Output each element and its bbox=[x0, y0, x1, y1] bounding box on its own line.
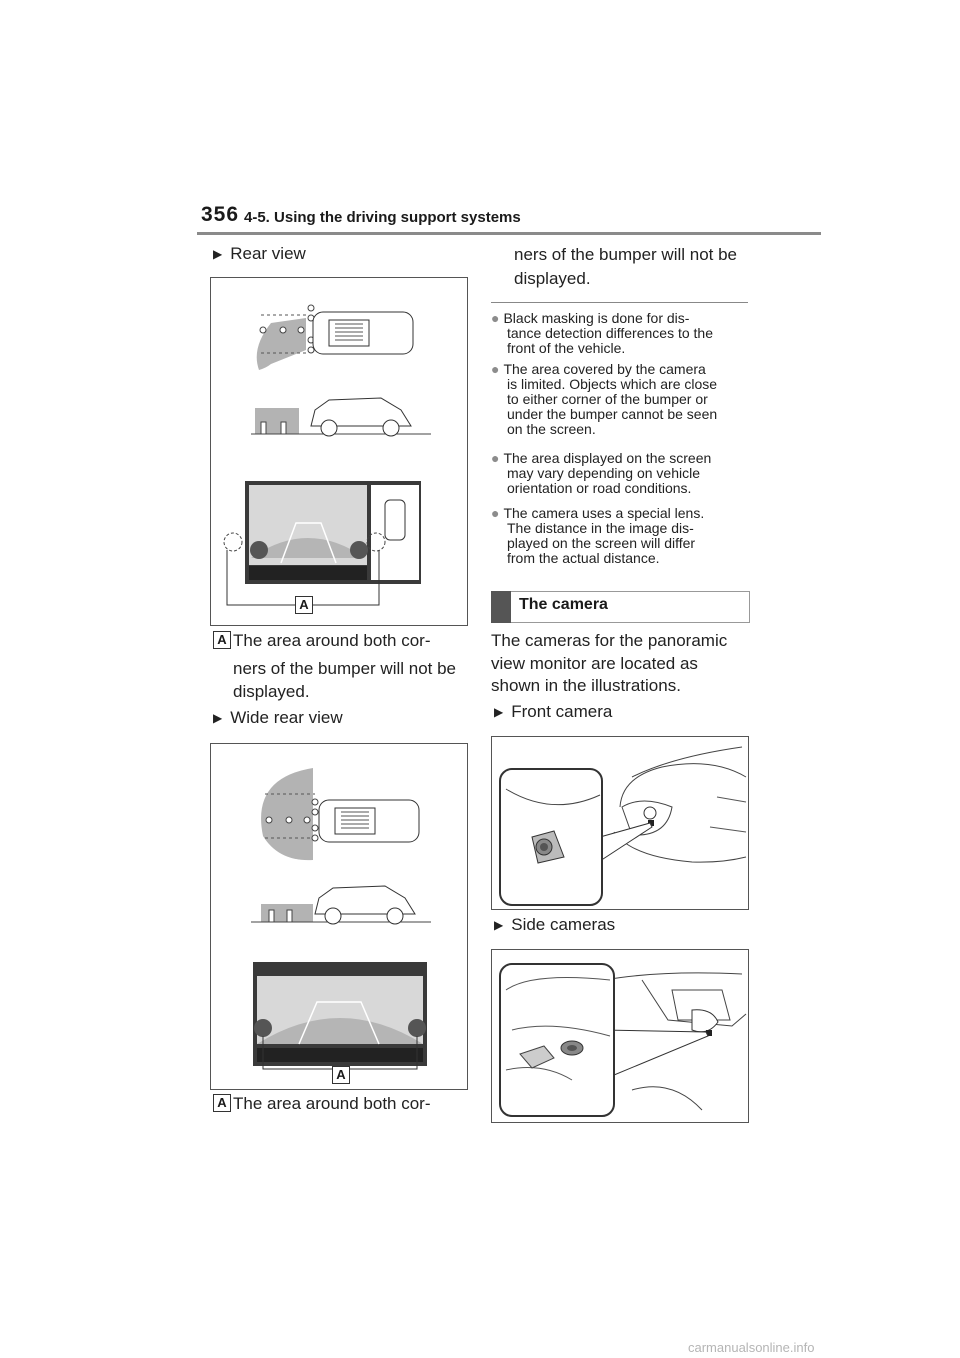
sensor-point bbox=[312, 825, 318, 831]
note-item: ● Black masking is done for dis- tance detection differences to the front of the vehicle. bbox=[491, 310, 713, 356]
camera-text-line3: shown in the illustrations. bbox=[491, 676, 681, 695]
rear-view-label: Rear view bbox=[230, 244, 306, 263]
sensor-point bbox=[308, 305, 314, 311]
wheel bbox=[387, 908, 403, 924]
lens-center bbox=[567, 1045, 577, 1051]
notes-rule bbox=[491, 302, 748, 303]
sensor-point bbox=[286, 817, 292, 823]
wide-rear-view-illustration bbox=[211, 744, 467, 1089]
wheel bbox=[321, 420, 337, 436]
corner-mask bbox=[408, 1019, 426, 1037]
status-bar bbox=[257, 1048, 423, 1062]
triangle-bullet-icon: ▶ bbox=[213, 711, 223, 725]
hidden-corner-circle bbox=[224, 533, 242, 551]
rear-caption-line3: displayed. bbox=[233, 682, 310, 701]
emblem bbox=[644, 807, 656, 819]
rear-caption-line2: ners of the bumper will not be bbox=[233, 659, 457, 678]
front-camera-heading bbox=[494, 702, 612, 722]
front-camera-figure bbox=[491, 736, 749, 910]
rear-view-heading bbox=[213, 244, 306, 264]
section-title: 4-5. Using the driving support systems bbox=[244, 209, 521, 226]
wide-rear-view-figure bbox=[210, 743, 468, 1090]
front-camera-illustration bbox=[492, 737, 748, 909]
caption-tag-a: A bbox=[213, 1094, 231, 1112]
corner-mask bbox=[250, 541, 268, 559]
sensor-point bbox=[266, 817, 272, 823]
sensor-point bbox=[280, 327, 286, 333]
rear-caption: The area around both cor- bbox=[233, 631, 431, 650]
overhead-car bbox=[385, 500, 405, 540]
post bbox=[281, 422, 286, 434]
headlight-lines bbox=[710, 797, 746, 832]
wheel-arch bbox=[632, 1087, 702, 1110]
rear-view-illustration bbox=[211, 278, 467, 625]
side-cameras-label: Side cameras bbox=[511, 915, 616, 934]
sensor-point bbox=[312, 799, 318, 805]
caption-continuation-line2: displayed. bbox=[514, 269, 591, 288]
note-item: ● The camera uses a special lens. The distance in the image dis- played on the screen will differ from the actual distance. bbox=[491, 505, 705, 566]
zoom-connector bbox=[600, 823, 652, 861]
note-item: ● The area covered by the camera is limited. Objects which are close to either corner of the bumper or under the bumper cannot be seen on the screen. bbox=[491, 361, 718, 437]
callout-tag-a: A bbox=[332, 1066, 350, 1084]
note-item: ● The area displayed on the screen may vary depending on vehicle orientation or road conditions. bbox=[491, 450, 712, 496]
post bbox=[287, 910, 292, 922]
rear-coverage-area bbox=[257, 318, 306, 370]
zoom-connector bbox=[602, 1030, 708, 1080]
triangle-bullet-icon: ▶ bbox=[494, 705, 504, 719]
camera-text-line2: view monitor are located as bbox=[491, 654, 698, 673]
callout-tag-a: A bbox=[295, 596, 313, 614]
camera-text-line1: The cameras for the panoramic bbox=[491, 631, 728, 650]
wide-coverage-area bbox=[261, 768, 313, 860]
sensor-point bbox=[312, 835, 318, 841]
wheel bbox=[325, 908, 341, 924]
sensor-point bbox=[304, 817, 310, 823]
wide-rear-view-label: Wide rear view bbox=[230, 708, 343, 727]
vehicle-front-outline bbox=[620, 747, 746, 807]
lens-center bbox=[540, 843, 548, 851]
note-bullet-icon: ● bbox=[491, 505, 500, 521]
heading-accent-bar bbox=[491, 591, 511, 623]
note-bullet-icon: ● bbox=[491, 361, 500, 377]
camera-heading: The camera bbox=[519, 596, 608, 613]
side-cameras-illustration bbox=[492, 950, 748, 1122]
front-camera-label: Front camera bbox=[511, 702, 613, 721]
note-bullet-icon: ● bbox=[491, 310, 500, 326]
side-cameras-heading bbox=[494, 915, 615, 935]
zoom-inset bbox=[500, 964, 614, 1116]
wide-rear-view-heading bbox=[213, 708, 343, 728]
caption-continuation: ners of the bumper will not be bbox=[514, 245, 738, 264]
status-bar bbox=[249, 566, 367, 580]
wide-caption: The area around both cor- bbox=[233, 1094, 431, 1113]
triangle-bullet-icon: ▶ bbox=[494, 918, 504, 932]
post bbox=[261, 422, 266, 434]
sensor-point bbox=[312, 809, 318, 815]
side-cameras-figure bbox=[491, 949, 749, 1123]
corner-mask bbox=[350, 541, 368, 559]
note-bullet-icon: ● bbox=[491, 450, 500, 466]
caption-tag-a: A bbox=[213, 631, 231, 649]
corner-mask bbox=[254, 1019, 272, 1037]
sensor-point bbox=[260, 327, 266, 333]
header-rule bbox=[197, 232, 821, 235]
sensor-point bbox=[308, 347, 314, 353]
triangle-bullet-icon: ▶ bbox=[213, 247, 223, 261]
sensor-point bbox=[298, 327, 304, 333]
page-number: 356 bbox=[201, 203, 240, 226]
rear-view-figure bbox=[210, 277, 468, 626]
wheel bbox=[383, 420, 399, 436]
watermark: carmanualsonline.info bbox=[688, 1340, 815, 1355]
post bbox=[269, 910, 274, 922]
